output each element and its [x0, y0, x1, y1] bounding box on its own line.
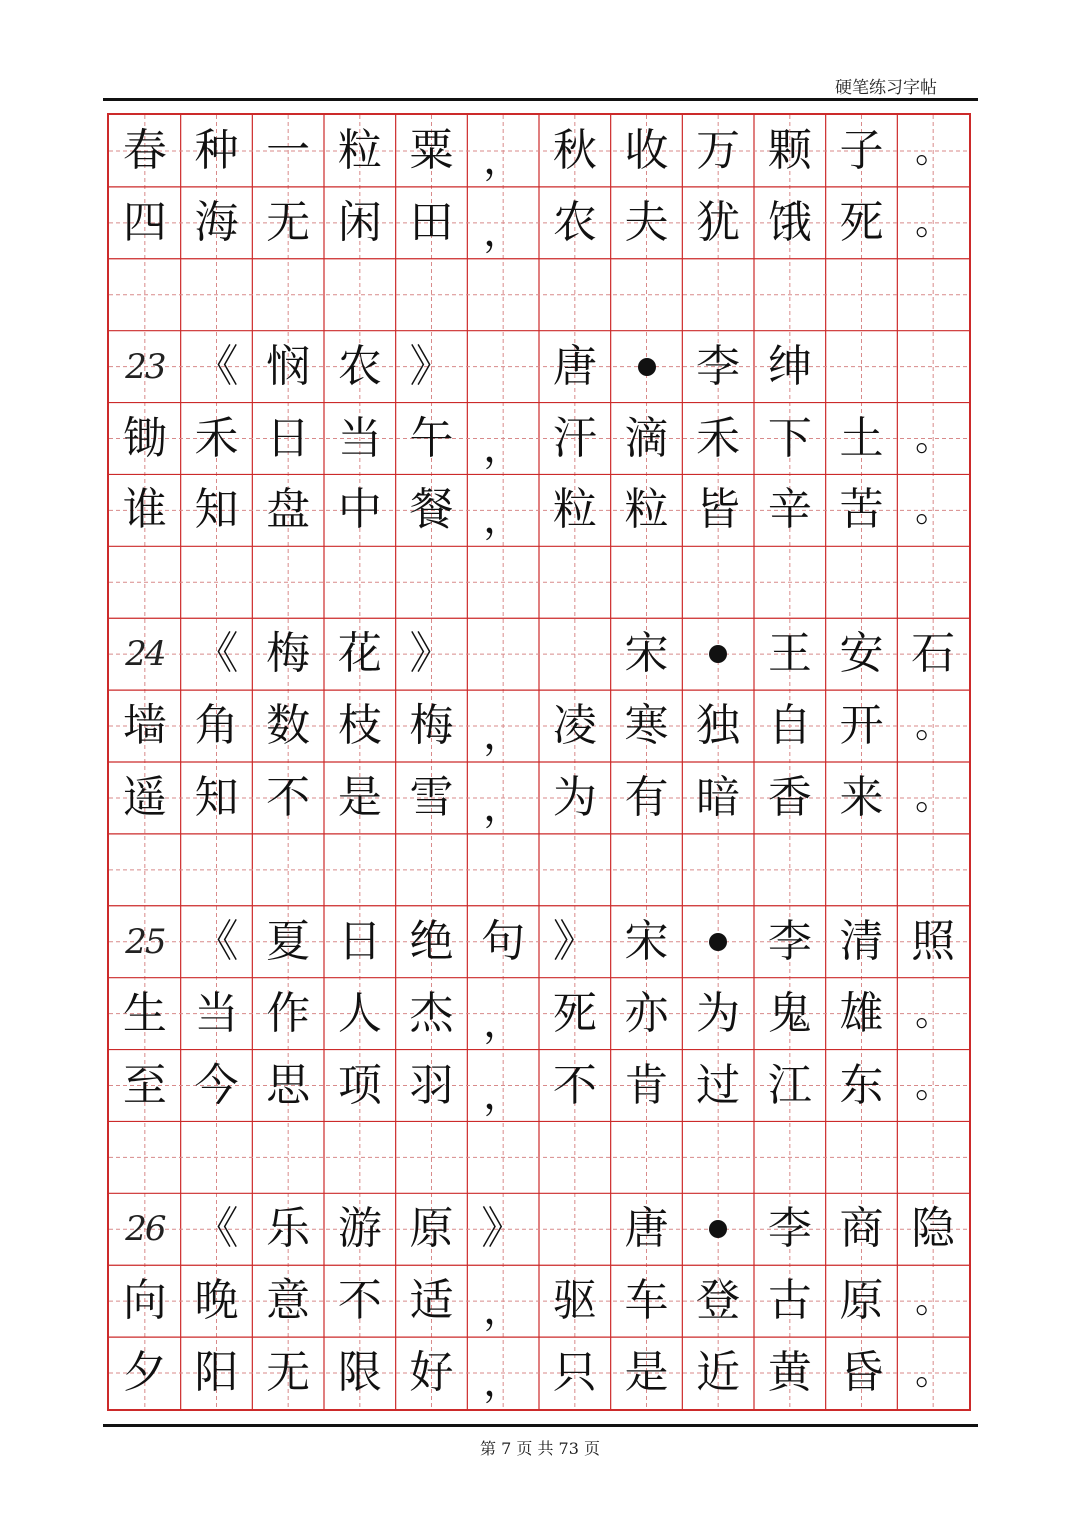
grid-character: 夏: [266, 915, 311, 967]
grid-character: 好: [409, 1347, 454, 1399]
grid-character: 不: [552, 1059, 597, 1111]
grid-character: 夫: [624, 196, 669, 248]
grid-character: 阳: [194, 1347, 239, 1399]
page-number: 第 7 页 共 73 页: [480, 1439, 600, 1458]
grid-character: 》: [552, 915, 597, 967]
punctuation-period: 。: [915, 992, 952, 1034]
grid-character: 皆: [696, 484, 741, 536]
poem-number: 25: [125, 921, 165, 962]
grid-character: 下: [767, 412, 812, 464]
punctuation-comma: ，: [483, 208, 524, 255]
grid-character: 饿: [767, 196, 812, 248]
header-rule: [103, 98, 978, 101]
dot-mark: [709, 933, 727, 951]
grid-character: 万: [696, 124, 741, 176]
poem-number: 26: [125, 1209, 165, 1250]
grid-character: 过: [696, 1059, 741, 1111]
grid-character: 生: [122, 987, 167, 1039]
grid-character: 无: [266, 1347, 311, 1399]
grid-character: 是: [337, 771, 382, 823]
grid-character: 至: [122, 1059, 167, 1111]
grid-character: 《: [194, 915, 239, 967]
grid-character: 梅: [266, 628, 311, 680]
grid-character: 不: [337, 1275, 382, 1327]
grid-character: 商: [839, 1203, 884, 1255]
grid-character: 游: [337, 1203, 382, 1255]
punctuation-comma: ，: [483, 712, 524, 759]
grid-character: 驱: [552, 1275, 597, 1327]
punctuation-comma: ，: [483, 136, 524, 183]
grid-character: 四: [122, 196, 167, 248]
grid-character: 近: [696, 1347, 741, 1399]
grid-character: 》: [481, 1203, 526, 1255]
grid-character: 车: [624, 1275, 669, 1327]
punctuation-period: 。: [915, 1352, 952, 1394]
grid-character: 汗: [552, 412, 597, 464]
grid-character: 暗: [696, 771, 741, 823]
grid-character: 适: [409, 1275, 454, 1327]
grid-character: 向: [122, 1275, 167, 1327]
grid-character: 雄: [839, 987, 884, 1039]
grid-character: 滴: [624, 412, 669, 464]
grid-character: 绅: [767, 340, 812, 392]
punctuation-comma: ，: [483, 783, 524, 830]
grid-character: 餐: [409, 484, 454, 536]
grid-character: 宋: [624, 628, 669, 680]
grid-character: 登: [696, 1275, 741, 1327]
grid-character: 种: [194, 124, 239, 176]
grid-character: 悯: [266, 340, 311, 392]
grid-character: 苦: [839, 484, 884, 536]
grid-character: 李: [767, 1203, 812, 1255]
poem-number: 23: [125, 346, 165, 387]
grid-character: 肯: [624, 1059, 669, 1111]
grid-character: 独: [696, 700, 741, 752]
separator-dot: [682, 906, 754, 978]
punctuation-comma: ，: [483, 999, 524, 1046]
grid-character: 亦: [624, 987, 669, 1039]
grid-character: 一: [266, 124, 311, 176]
grid-character: 作: [266, 987, 311, 1039]
grid-character: 昏: [839, 1347, 884, 1399]
grid-character: 日: [266, 412, 311, 464]
grid-character: 知: [194, 771, 239, 823]
grid-character: 清: [839, 915, 884, 967]
punctuation-period: 。: [915, 129, 952, 171]
grid-character: 安: [839, 628, 884, 680]
grid-character: 李: [767, 915, 812, 967]
grid-character: 花: [337, 628, 382, 680]
grid-character: 谁: [122, 484, 167, 536]
grid-character: 锄: [122, 412, 167, 464]
poem-number: 24: [125, 634, 165, 675]
grid-character: 原: [839, 1275, 884, 1327]
punctuation-period: 。: [915, 417, 952, 459]
grid-character: 人: [337, 987, 382, 1039]
separator-dot: [682, 618, 754, 690]
punctuation-period: 。: [915, 1064, 952, 1106]
grid-character: 死: [839, 196, 884, 248]
separator-dot: [682, 1193, 754, 1265]
grid-character: 为: [696, 987, 741, 1039]
punctuation-period: 。: [915, 1280, 952, 1322]
grid-character: 隐: [911, 1203, 956, 1255]
grid-character: 寒: [624, 700, 669, 752]
grid-character: 角: [194, 700, 239, 752]
grid-character: 粒: [624, 484, 669, 536]
grid-character: 为: [552, 771, 597, 823]
grid-character: 黄: [767, 1347, 812, 1399]
grid-character: 当: [194, 987, 239, 1039]
separator-dot: [611, 331, 683, 403]
grid-character: 是: [624, 1347, 669, 1399]
grid-character: 《: [194, 340, 239, 392]
grid-character: 《: [194, 628, 239, 680]
dot-mark: [709, 645, 727, 663]
grid-character: 粟: [409, 124, 454, 176]
grid-character: 犹: [696, 196, 741, 248]
grid-character: 中: [337, 484, 382, 536]
grid-character: 死: [552, 987, 597, 1039]
grid-character: 思: [266, 1059, 311, 1111]
grid-character: 粒: [552, 484, 597, 536]
grid-character: 原: [409, 1203, 454, 1255]
grid-character: 限: [337, 1347, 382, 1399]
grid-character: 不: [266, 771, 311, 823]
grid-character: 江: [767, 1059, 812, 1111]
grid-character: 照: [911, 915, 956, 967]
grid-character: 秋: [552, 124, 597, 176]
grid-character: 绝: [409, 915, 454, 967]
grid-character: 只: [552, 1347, 597, 1399]
grid-character: 午: [409, 412, 454, 464]
grid-character: 遥: [122, 771, 167, 823]
grid-character: 唐: [552, 340, 597, 392]
grid-character: 自: [767, 700, 812, 752]
punctuation-comma: ，: [483, 1359, 524, 1406]
grid-character: 宋: [624, 915, 669, 967]
grid-character: 辛: [767, 484, 812, 536]
punctuation-period: 。: [915, 705, 952, 747]
grid-character: 枝: [337, 700, 382, 752]
grid-character: 田: [409, 196, 454, 248]
punctuation-comma: ，: [483, 424, 524, 471]
grid-character: 意: [266, 1275, 311, 1327]
grid-character: 李: [696, 340, 741, 392]
practice-grid: [107, 113, 971, 1411]
grid-character: 禾: [696, 412, 741, 464]
grid-character: 羽: [409, 1059, 454, 1111]
grid-character: 子: [839, 124, 884, 176]
grid-character: 》: [409, 628, 454, 680]
punctuation-comma: ，: [483, 1287, 524, 1334]
grid-character: 农: [337, 340, 382, 392]
grid-character: 王: [767, 628, 812, 680]
grid-character: 鬼: [767, 987, 812, 1039]
punctuation-period: 。: [915, 201, 952, 243]
grid-character: 雪: [409, 771, 454, 823]
grid-character: 今: [194, 1059, 239, 1111]
grid-character: 当: [337, 412, 382, 464]
grid-character: 杰: [409, 987, 454, 1039]
page-header-title: 硬笔练习字帖: [835, 78, 937, 98]
dot-mark: [638, 358, 656, 376]
punctuation-period: 。: [915, 776, 952, 818]
grid-character: 香: [767, 771, 812, 823]
grid-character: 知: [194, 484, 239, 536]
punctuation-period: 。: [915, 489, 952, 531]
grid-character: 闲: [337, 196, 382, 248]
grid-character: 夕: [122, 1347, 167, 1399]
grid-character: 句: [481, 915, 526, 967]
grid-character: 晚: [194, 1275, 239, 1327]
grid-character: 禾: [194, 412, 239, 464]
grid-character: 开: [839, 700, 884, 752]
grid-character: 颗: [767, 124, 812, 176]
grid-character: 有: [624, 771, 669, 823]
grid-character: 无: [266, 196, 311, 248]
grid-character: 盘: [266, 484, 311, 536]
grid-character: 数: [266, 700, 311, 752]
grid-character: 梅: [409, 700, 454, 752]
grid-character: 》: [409, 340, 454, 392]
grid-character: 古: [767, 1275, 812, 1327]
grid-character: 《: [194, 1203, 239, 1255]
grid-character: 墙: [122, 700, 167, 752]
punctuation-comma: ，: [483, 496, 524, 543]
grid-character: 土: [839, 412, 884, 464]
grid-character: 石: [911, 628, 956, 680]
grid-character: 项: [337, 1059, 382, 1111]
grid-character: 来: [839, 771, 884, 823]
grid-character: 海: [194, 196, 239, 248]
grid-character: 凌: [552, 700, 597, 752]
grid-character: 粒: [337, 124, 382, 176]
grid-character: 乐: [266, 1203, 311, 1255]
grid-character: 收: [624, 124, 669, 176]
grid-character: 东: [839, 1059, 884, 1111]
grid-character: 农: [552, 196, 597, 248]
grid-character: 日: [337, 915, 382, 967]
dot-mark: [709, 1220, 727, 1238]
grid-character: 唐: [624, 1203, 669, 1255]
grid-character: 春: [122, 124, 167, 176]
footer-rule: [103, 1424, 978, 1427]
punctuation-comma: ，: [483, 1071, 524, 1118]
